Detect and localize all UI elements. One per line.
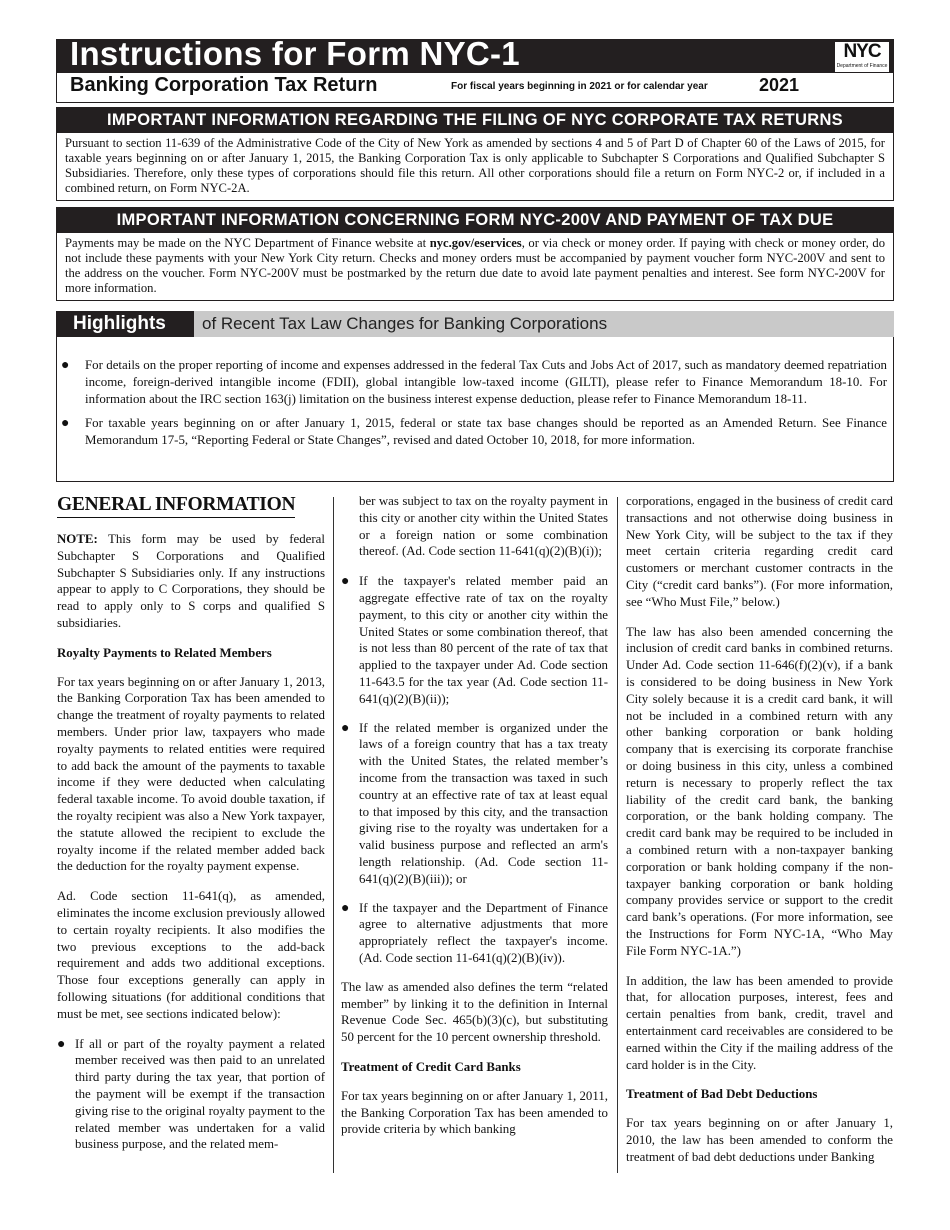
bullet-icon: ● <box>341 720 350 736</box>
highlights-title: of Recent Tax Law Changes for Banking Corporations <box>202 314 608 333</box>
note-text: This form may be used by federal Subchapter S Corporations and Qualified Subchapter S Subsidiaries only. If any instructions appear to apply to C Corporations, they should be read to apply only to S corps and qualified S subsidiaries. <box>57 532 325 630</box>
subtitle-row <box>56 73 894 103</box>
note-label: NOTE: <box>57 532 98 546</box>
exception-text: If the taxpayer and the Department of Finance agree to alternative adjustments that more appropriately reflect the taxpayer's income. (Ad. Code section 11-641(q)(2)(B)(iv)). <box>359 900 608 965</box>
related-member-paragraph: The law as amended also defines the term “related member” by linking it to the definition in Internal Revenue Code Sec. 465(b)(3)(c), but substituting 50 percent for the 10 percent ownership threshold. <box>341 979 608 1045</box>
royalty-paragraph-1: For tax years beginning on or after January 1, 2013, the Banking Corporation Tax has been amended to change the treatment of royalty payments to related members. Under prior law, taxpayers who made royalty payments to related entities were required to add back the amount of the payments to taxable income if they were deducted when calculating federal taxable income. To avoid double taxation, if the royalty recipient was also a New York taxpayer, the statute allowed the recipient to exclude the royalty income if the related member added back the deduction for the royalty payment expense. <box>57 674 325 874</box>
exception-item <box>57 1036 325 1154</box>
highlight-text: For details on the proper reporting of income and expenses addressed in the federal Tax Cuts and Jobs Act of 2017, such as mandatory deemed repatriation income, foreign-derived intangible income (FDII), global intangible low-taxed income (GILTI), please refer to Finance Memorandum 18-10. For information about the IRC section 163(j) limitation on the business interest expense deduction, please refer to Finance Memorandum 18-11. <box>85 358 887 406</box>
highlight-item <box>57 357 887 407</box>
exception-item <box>341 573 608 707</box>
highlight-text: For taxable years beginning on or after January 1, 2015, federal or state tax base changes should be reported as an Amended Return. See Finance Memorandum 17-5, “Reporting Federal or State Changes”, revised and dated October 10, 2018, for more information. <box>85 416 887 448</box>
credit-card-paragraph-1: For tax years beginning on or after January 1, 2011, the Banking Corporation Tax has been amended to provide criteria by which banking <box>341 1088 608 1137</box>
credit-card-paragraph-2: The law has also been amended concerning the inclusion of credit card banks in combined returns. Under Ad. Code section 11-646(f)(2)(v), if a bank is considered to be doing business in New York City solely because it is a credit card bank, it will not be included in a combined return with any other banking corporation or bank holding company that is exercising its corporate franchise or doing business in this city, unless a combined return is necessary to properly reflect the tax liability of the credit card bank, the banking corporation, or the bank holding company. The credit card bank may be required to be included in a combined return with a non-taxpayer banking corporation or bank holding company if the non-taxpayer banking corporation or bank holding company provides service or support to the credit card bank’s operations. (For more information, see the Instructions for Form NYC-1A, “Who May File Form NYC-1A.”) <box>626 624 893 958</box>
notice-filing-body: Pursuant to section 11-639 of the Administrative Code of the City of New York as amended by sections 4 and 5 of Part D of Chapter 60 of the Laws of 2015, for taxable years beginning on or after January 1, 2015, the Banking Corporation Tax is only applicable to Subchapter S Corporations and Qualified Subchapter S Subsidiaries. Therefore, only these types of corporations should file this return. All other corporations should file a return on Form NYC-2 or, if included in a combined return, on Form NYC-2A. <box>65 136 885 195</box>
notice-filing-heading: IMPORTANT INFORMATION REGARDING THE FILING OF NYC CORPORATE TAX RETURNS <box>57 108 893 133</box>
highlights-bar <box>56 311 894 337</box>
highlights-label: Highlights <box>56 311 194 337</box>
notice-payment <box>56 207 894 301</box>
column-3 <box>626 493 893 1178</box>
eservices-link[interactable]: nyc.gov/eservices <box>429 236 522 250</box>
notice-filing <box>56 107 894 201</box>
bad-debt-heading: Treatment of Bad Debt Deductions <box>626 1087 818 1102</box>
form-subtitle: Banking Corporation Tax Return <box>70 74 378 96</box>
fiscal-year-text: For fiscal years beginning in 2021 or for calendar year <box>451 81 708 92</box>
logo-subtext: Department of Finance <box>836 63 888 69</box>
bullet-icon: ● <box>61 416 70 432</box>
bad-debt-paragraph: For tax years beginning on or after January 1, 2010, the law has been amended to conform the treatment of bad debt deductions under Banking <box>626 1116 893 1164</box>
notice-payment-body <box>57 233 893 300</box>
title-bar <box>56 35 894 73</box>
logo-text: NYC <box>843 41 881 62</box>
notice-payment-heading: IMPORTANT INFORMATION CONCERNING FORM NYC-200V AND PAYMENT OF TAX DUE <box>57 208 893 233</box>
bullet-icon: ● <box>341 900 350 916</box>
exception-text: If the related member is organized under the laws of a foreign country that has a tax treaty with the United States, the related member’s income from the transaction was taxed in such country at an effective rate of tax at least equal to that imposed by this city, and the transaction giving rise to the royalty was undertaken for a valid business purpose and reflected an arm's length relationship. (Ad. Code section 11-641(q)(2)(B)(iii)); or <box>359 720 608 886</box>
general-info-heading: GENERAL INFORMATION <box>57 493 295 518</box>
payment-text-1: Payments may be made on the NYC Department of Finance website at <box>65 236 430 250</box>
royalty-paragraph-2: Ad. Code section 11-641(q), as amended, eliminates the income exclusion previously allowed to certain royalty recipients. It also modifies the two previous exceptions to the add-back requirement and adds two additional exceptions. Those four exceptions generally can apply in following situations (for additional conditions that must be met, see sections indicated below): <box>57 889 325 1021</box>
column-divider <box>333 497 334 1173</box>
highlight-item <box>57 415 887 449</box>
column-divider <box>617 497 618 1173</box>
exception-text-continued: ber was subject to tax on the royalty payment in this city or another city within the United States or a foreign nation or some combination thereof. (Ad. Code section 11-641(q)(2)(B)(i)); <box>359 494 608 559</box>
credit-card-paragraph-3: In addition, the law has been amended to provide that, for allocation purposes, interest, fees and certain penalties from bank, credit, travel and entertainment card receivables are considered to be earned within the City if the mailing address of the card holder is in the City. <box>626 973 893 1072</box>
credit-card-heading: Treatment of Credit Card Banks <box>341 1059 521 1074</box>
bullet-icon: ● <box>61 358 70 373</box>
fiscal-year: 2021 <box>759 75 800 95</box>
bullet-icon: ● <box>57 1036 66 1052</box>
highlights-box <box>56 337 894 482</box>
column-1 <box>57 493 325 1165</box>
nyc-logo <box>834 41 890 73</box>
credit-card-paragraph-1-continued: corporations, engaged in the business of credit card transactions and not otherwise doing business in New York City, will be subject to the tax if they meet certain criteria regarding credit card customers or merchant customer contracts in the City (“credit card banks”). (For more information, see “Who Must File,” below.) <box>626 494 893 609</box>
page-title: Instructions for Form NYC-1 <box>70 35 520 72</box>
exception-text: If the taxpayer's related member paid an aggregate effective rate of tax on the royalty payment, to this city or another city within the United States or some combination thereof, that is not less than 80 percent of the rate of tax that applied to the taxpayer under Ad. Code section 11-643.5 for the tax year (Ad. Code section 11-641(q)(2)(B)(ii)); <box>359 574 608 706</box>
royalty-heading: Royalty Payments to Related Members <box>57 645 272 660</box>
exception-item <box>341 720 608 888</box>
payment-text-2: , or via check or money order. If paying with check or money order, do not include these payments with your New York City return. Checks and money orders must be accompanied by payment voucher form NYC-200V and sent to the address on the voucher. Form NYC-200V must be postmarked by the return due date to avoid late payment penalties and interest. See form NYC-200V for more information. <box>65 236 886 295</box>
exception-item <box>341 900 608 967</box>
column-2 <box>341 493 608 1151</box>
exception-text: If all or part of the royalty payment a related member received was then paid to an unrelated third party during the tax year, that portion of the payment will be exempt if the transaction giving rise to the original royalty payment to the related member was undertaken for a valid business purpose, and the related mem- <box>75 1036 325 1152</box>
note-paragraph <box>57 531 325 632</box>
bullet-icon: ● <box>341 574 350 590</box>
